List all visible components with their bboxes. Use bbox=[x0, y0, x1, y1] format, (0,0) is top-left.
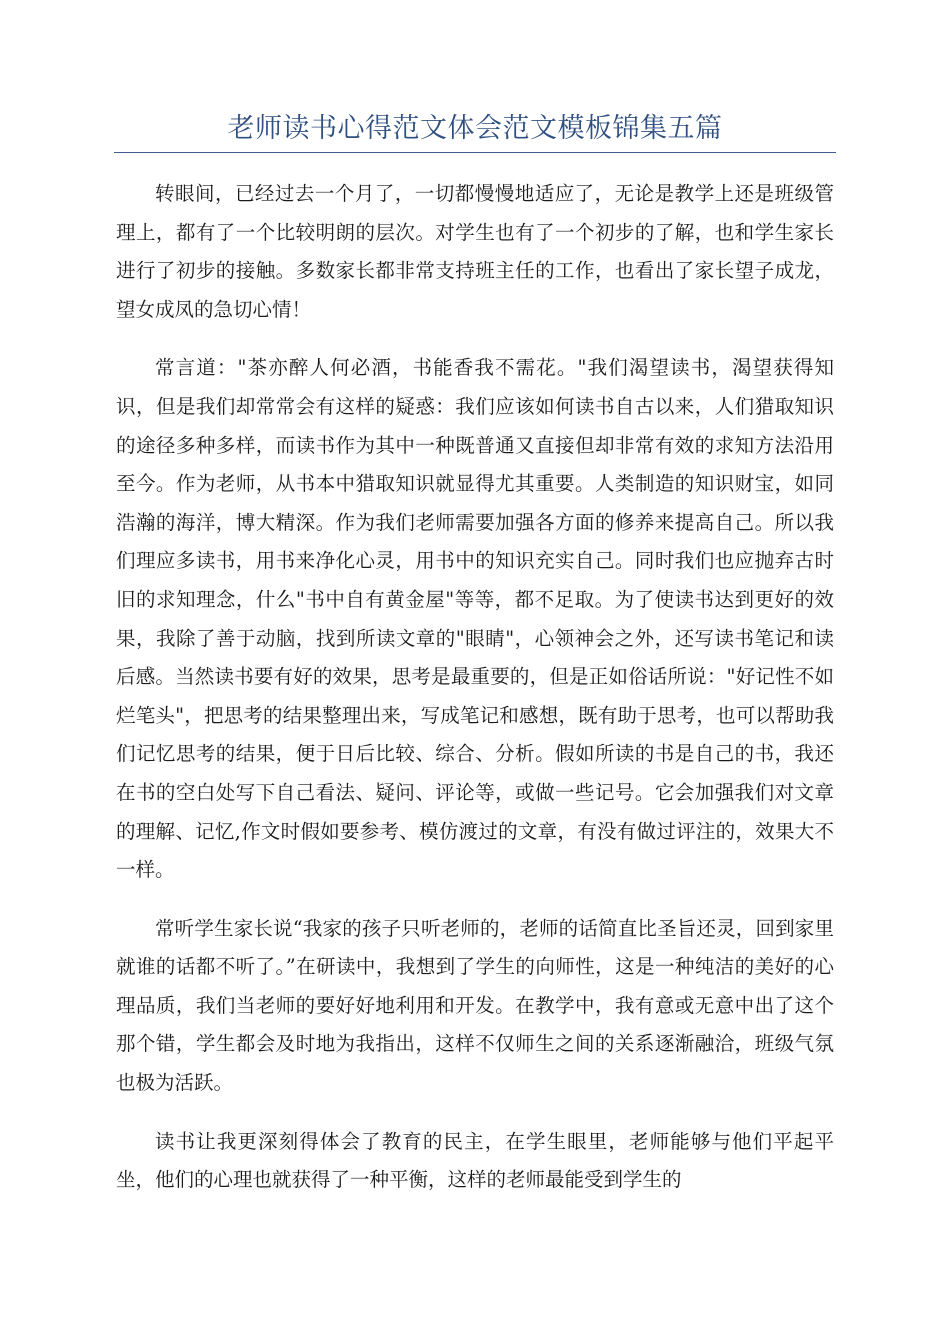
document-title: 老师读书心得范文体会范文模板锦集五篇 bbox=[227, 113, 723, 144]
paragraph-1: 转眼间，已经过去一个月了，一切都慢慢地适应了，无论是教学上还是班级管理上，都有了一个比较明朗的层次。对学生也有了一个初步的了解，也和学生家长进行了初步的接触。多数家长都非常支持班主任的工作，也看出了家长望子成龙，望女成凤的急切心情！ bbox=[116, 182, 834, 321]
document-body bbox=[116, 175, 834, 1220]
title-block bbox=[114, 112, 836, 153]
paragraph-2: 常言道："茶亦醉人何必酒，书能香我不需花。"我们渴望读书，渴望获得知识，但是我们却常常会有这样的疑惑：我们应该如何读书自古以来，人们猎取知识的途径多种多样，而读书作为其中一种既普通又直接但却非常有效的求知方法沿用至今。作为老师，从书本中猎取知识就显得尤其重要。人类制造的知识财宝，如同浩瀚的海洋，博大精深。作为我们老师需要加强各方面的修养来提高自己。所以我们理应多读书，用书来净化心灵，用书中的知识充实自己。同时我们也应抛弃古时旧的求知理念，什么"书中自有黄金屋"等等，都不足取。为了使读书达到更好的效果，我除了善于动脑，找到所读文章的"眼睛"，心领神会之外，还写读书笔记和读后感。当然读书要有好的效果，思考是最重要的，但是正如俗话所说："好记性不如烂笔头"，把思考的结果整理出来，写成笔记和感想，既有助于思考，也可以帮助我们记忆思考的结果，便于日后比较、综合、分析。假如所读的书是自己的书，我还在书的空白处写下自己看法、疑问、评论等，或做一些记号。它会加强我们对文章的理解、记忆,作文时假如要参考、模仿渡过的文章，有没有做过评注的，效果大不一样。 bbox=[116, 356, 834, 882]
paragraph-4: 读书让我更深刻得体会了教育的民主，在学生眼里，老师能够与他们平起平坐，他们的心理也就获得了一种平衡，这样的老师最能受到学生的 bbox=[116, 1129, 834, 1192]
paragraph-3: 常听学生家长说“我家的孩子只听老师的，老师的话简直比圣旨还灵，回到家里就谁的话都不听了。”在研读中，我想到了学生的向师性，这是一种纯洁的美好的心理品质，我们当老师的要好好地利用和开发。在教学中，我有意或无意中出了这个那个错，学生都会及时地为我指出，这样不仅师生之间的关系逐渐融洽，班级气氛也极为活跃。 bbox=[116, 916, 834, 1095]
